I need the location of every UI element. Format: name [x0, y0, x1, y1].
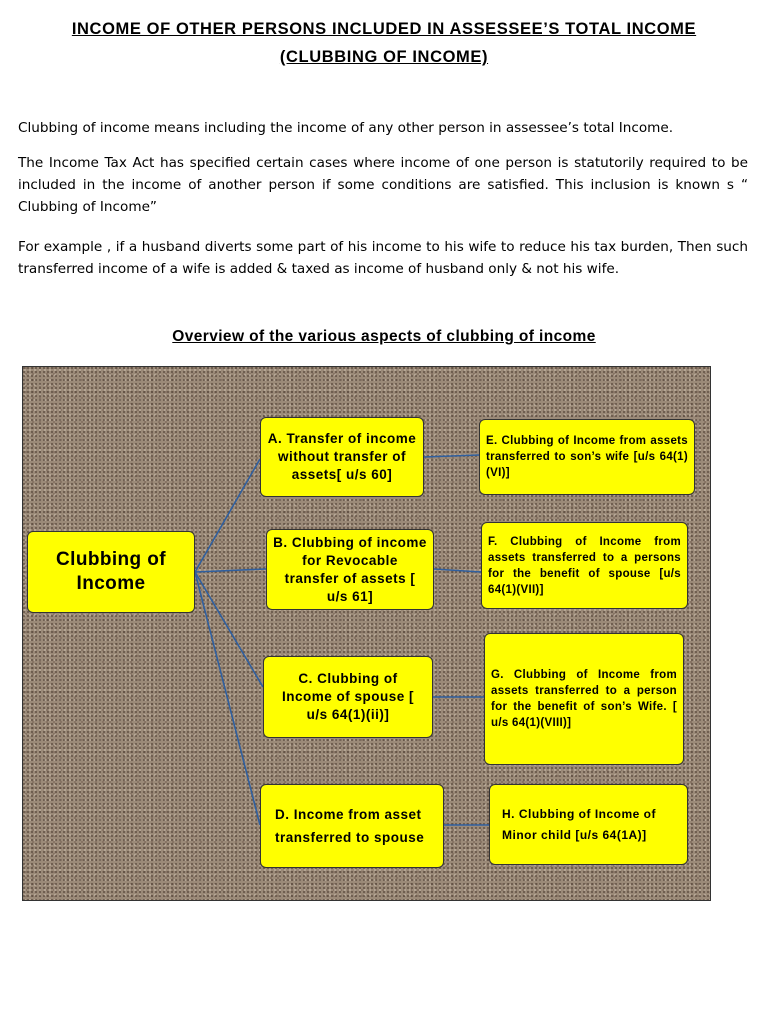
clubbing-of-income-box: Clubbing of Income	[27, 531, 195, 613]
overview-heading: Overview of the various aspects of clubbing of income	[172, 328, 596, 345]
clubbing-diagram	[22, 366, 711, 901]
asset-transferred-to-spouse-box: D. Income from asset transferred to spouse	[260, 784, 444, 868]
connector-main-c	[195, 572, 263, 687]
connector-main-d	[195, 572, 260, 825]
revocable-transfer-box: B. Clubbing of income for Revocable transfer of assets [ u/s 61]	[266, 529, 434, 610]
connector-main-b	[195, 569, 266, 572]
connector-b-f	[434, 569, 481, 572]
document-title-line1: INCOME OF OTHER PERSONS INCLUDED IN ASSESSEE’S TOTAL INCOME	[71, 20, 697, 38]
sons-wife-transfer-box: E. Clubbing of Income from assets transferred to son’s wife [u/s 64(1)(VI)]	[479, 419, 695, 495]
transfer-without-assets-box: A. Transfer of income without transfer of assets[ u/s 60]	[260, 417, 424, 497]
benefit-of-sons-wife-box: G. Clubbing of Income from assets transferred to a person for the benefit of son’s Wife. [ u/s 64(1)(VIII)]	[484, 633, 684, 765]
connector-a-e	[424, 455, 479, 457]
paragraph-example: For example , if a husband diverts some part of his income to his wife to reduce his tax burden, Then such transferred income of a wife is added & taxed as income of husband only & not his wife.	[18, 239, 748, 277]
paragraph-statutory: The Income Tax Act has specified certain cases where income of one person is statutorily required to be included in the income of another person if some conditions are satisfied. This inclusion is known s “ Clubbing of Income”	[18, 155, 748, 215]
benefit-of-spouse-box: F. Clubbing of Income from assets transferred to a persons for the benefit of spouse [u/s 64(1)(VII)]	[481, 522, 688, 609]
connector-main-a	[195, 459, 260, 572]
document-title-line2: (CLUBBING OF INCOME)	[279, 48, 489, 66]
income-of-spouse-box: C. Clubbing of Income of spouse [ u/s 64(1)(ii)]	[263, 656, 433, 738]
paragraph-definition: Clubbing of income means including the income of any other person in assessee’s total Income.	[18, 120, 674, 136]
minor-child-box: H. Clubbing of Income of Minor child [u/s 64(1A)]	[489, 784, 688, 865]
